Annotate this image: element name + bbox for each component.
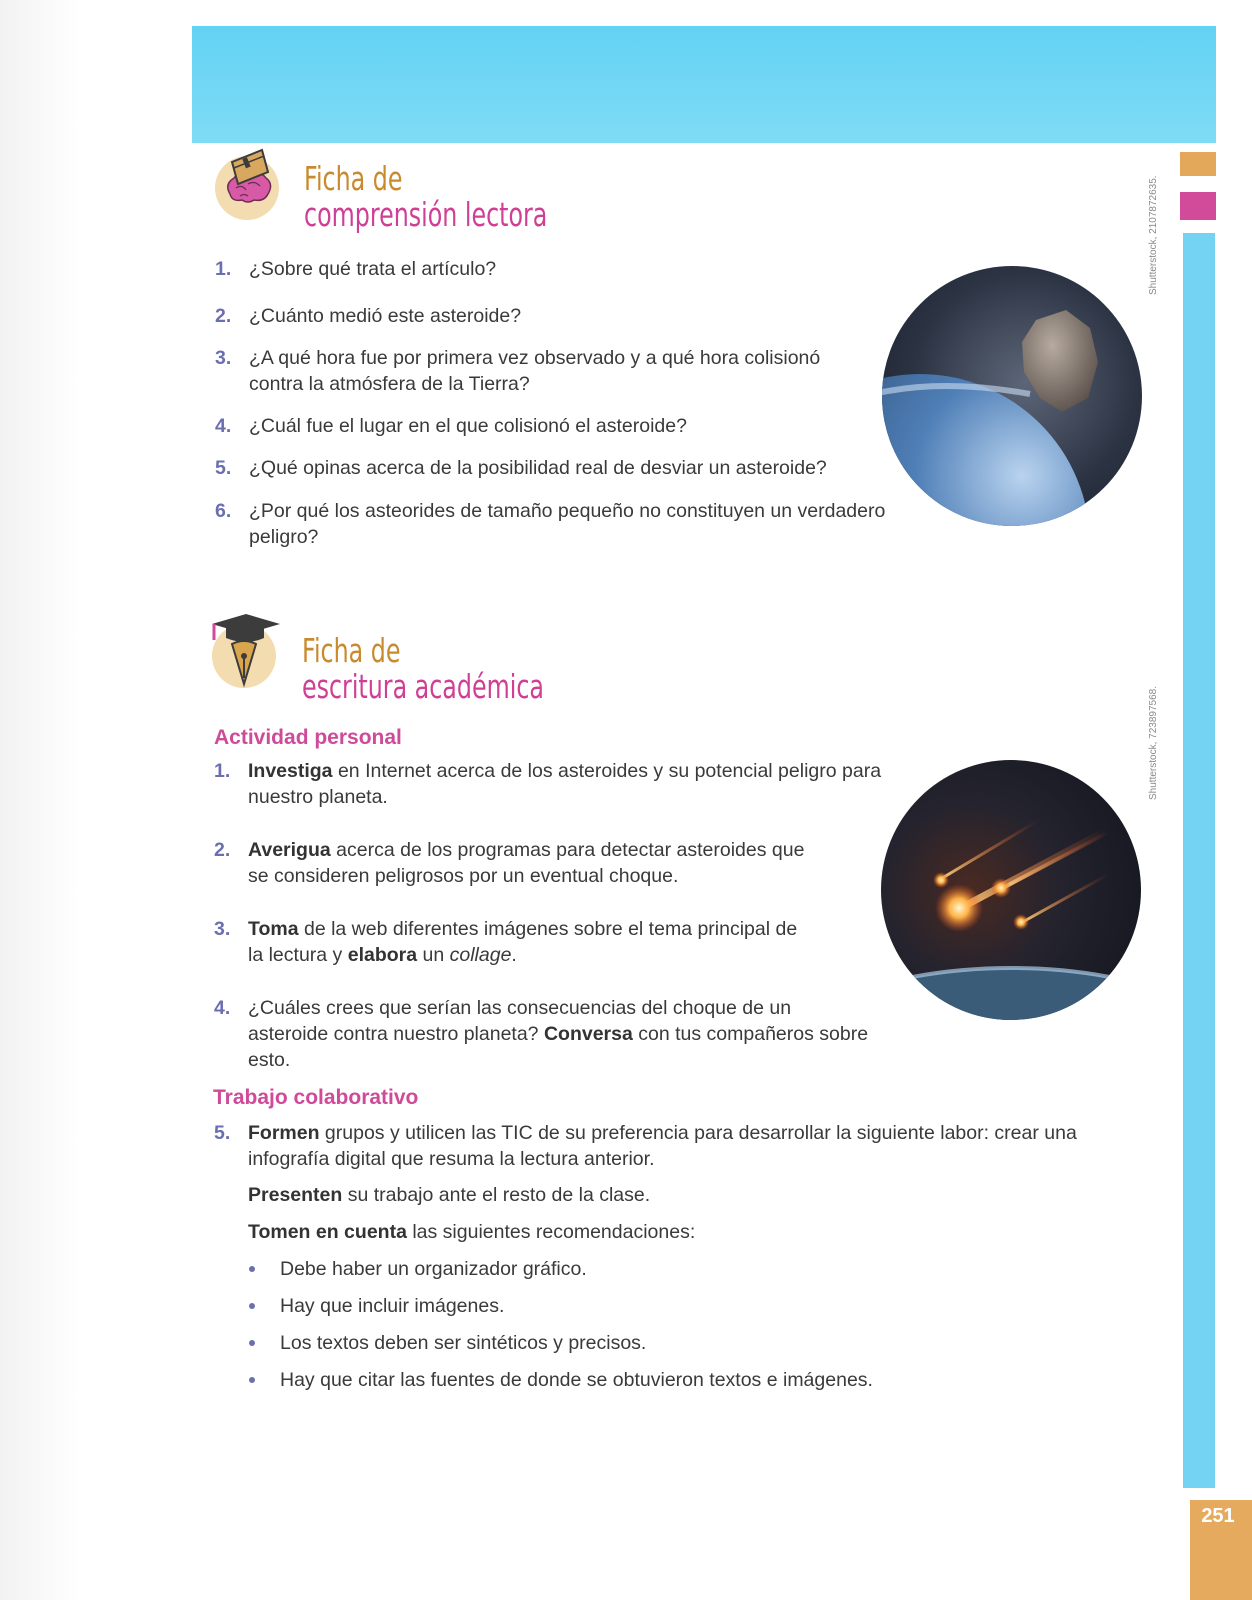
list-item: 4. ¿Cuál fue el lugar en el que colisionó el asteroide? (215, 415, 687, 437)
list-item: 5. Formen grupos y utilicen las TIC de su preferencia para desarrollar la siguiente labor: crear una infografía digital que resuma la lectura anterior. (214, 1122, 1077, 1170)
photo-credit-2: Shutterstock, 723897568. (1148, 686, 1159, 800)
photo-credit-1: Shutterstock, 2107872635. (1148, 175, 1159, 295)
list-item: 2. Averigua acerca de los programas para detectar asteroides que se consideren peligrosos por un eventual choque. (214, 839, 805, 887)
section1-title-line1: Ficha de (304, 159, 403, 198)
recommendations-list (246, 1256, 1146, 1404)
activity-heading: Actividad personal (214, 726, 402, 749)
bullet-icon (249, 1340, 255, 1346)
present-instruction: Presenten su trabajo ante el resto de la clase. (248, 1184, 651, 1206)
list-item: 1. ¿Sobre qué trata el artículo? (215, 258, 497, 280)
recommendations-intro: Tomen en cuenta las siguientes recomendaciones: (248, 1221, 696, 1243)
collab-heading: Trabajo colaborativo (213, 1086, 419, 1109)
list-item: 2. ¿Cuánto medió este asteroide? (215, 305, 522, 327)
pink-tab-marker (1180, 192, 1216, 220)
list-item: Hay que incluir imágenes. (246, 1293, 1146, 1330)
list-item: 3. Toma de la web diferentes imágenes sobre el tema principal de la lectura y elabora un collage. (214, 918, 798, 966)
meteor-shower-photo (879, 758, 1143, 1022)
list-item: 6. ¿Por qué los asteorides de tamaño pequeño no constituyen un verdadero peligro? (215, 500, 886, 548)
list-item: 4. ¿Cuáles crees que serían las consecuencias del choque de un asteroide contra nuestro planeta? Conversa con tus compañeros sobre esto. (214, 997, 869, 1071)
page-number: 251 (1201, 1505, 1235, 1527)
list-item: Debe haber un organizador gráfico. (246, 1256, 1146, 1293)
orange-tab-marker (1180, 152, 1216, 176)
bullet-icon (249, 1377, 255, 1383)
bullet-icon (249, 1266, 255, 1272)
graduation-pen-icon (206, 610, 284, 688)
activity-list (214, 758, 902, 1071)
list-item: Hay que citar las fuentes de donde se obtuvieron textos e imágenes. (246, 1367, 1146, 1404)
list-item: 1. Investiga en Internet acerca de los asteroides y su potencial peligro para nuestro planeta. (214, 760, 882, 808)
list-item: Los textos deben ser sintéticos y precisos. (246, 1330, 1146, 1367)
section2-title-line1: Ficha de (302, 631, 401, 670)
section2-title-line2: escritura académica (302, 667, 544, 706)
comprehension-question-list (215, 256, 895, 552)
side-color-bar (1183, 233, 1215, 1488)
section1-title-line2: comprensión lectora (304, 195, 548, 234)
bullet-icon (249, 1303, 255, 1309)
header-color-band (192, 26, 1216, 143)
asteroid-earth-photo (880, 264, 1144, 528)
list-item: 3. ¿A qué hora fue por primera vez observado y a qué hora colisionó contra la atmósfera de la Tierra? (215, 347, 821, 395)
list-item: 5. ¿Qué opinas acerca de la posibilidad real de desviar un asteroide? (215, 457, 827, 479)
page-edge-shadow (0, 0, 80, 1600)
collab-list (214, 1120, 1149, 1180)
book-brain-icon (208, 144, 286, 222)
